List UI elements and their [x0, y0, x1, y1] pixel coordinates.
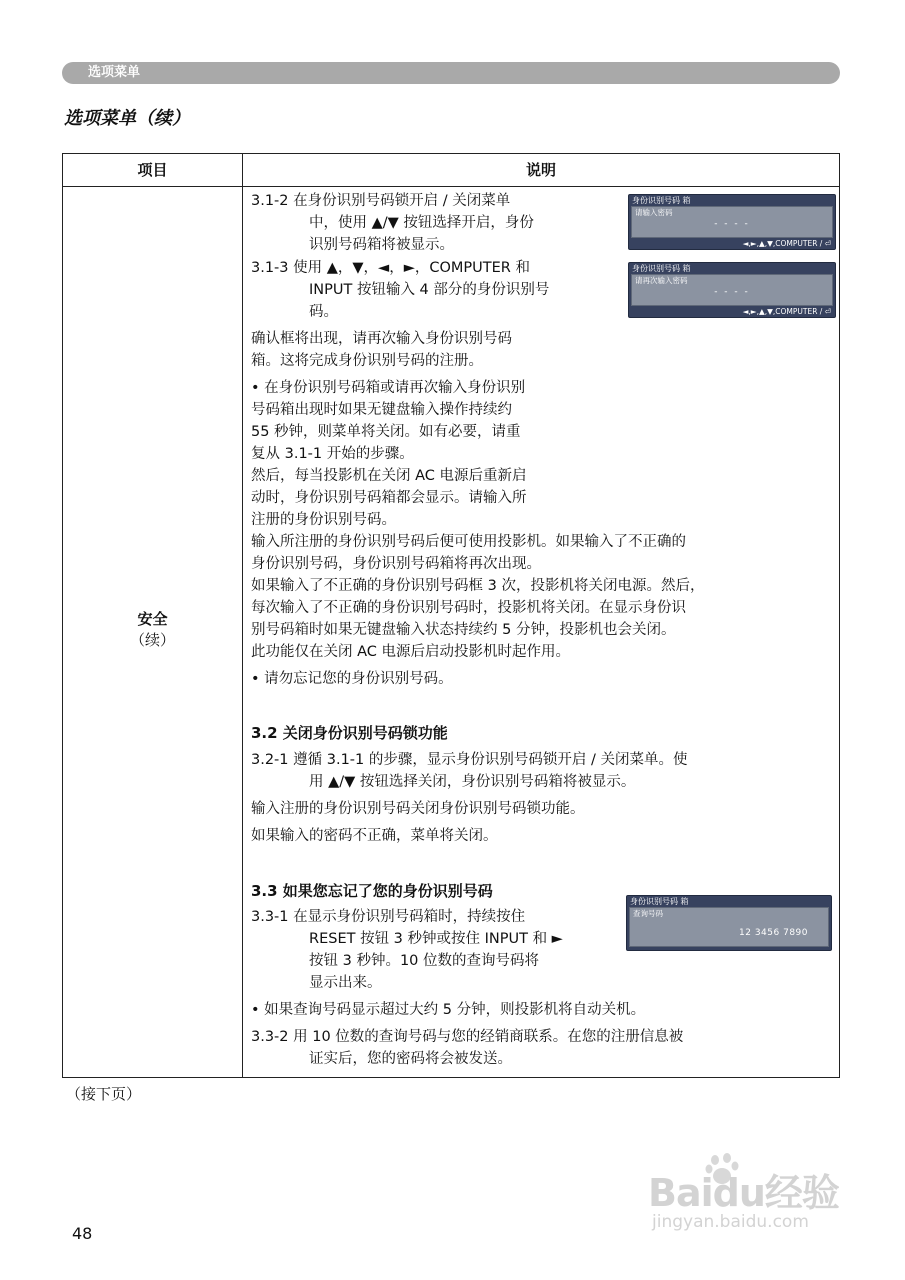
- watermark-url: jingyan.baidu.com: [652, 1212, 809, 1232]
- osd-prompt: 请输入密码: [635, 208, 673, 217]
- desc-line: 每次输入了不正确的身份识别号码时，投影机将关闭。在显示身份识: [251, 600, 686, 616]
- item-name: 安全: [137, 610, 168, 628]
- desc-line: RESET 按钮 3 秒钟或按住 INPUT 和 ►: [309, 931, 563, 947]
- desc-line: 码。: [309, 304, 338, 320]
- desc-line: 复从 3.1-1 开始的步骤。: [251, 446, 414, 462]
- desc-line: 3.1-3 使用 ▲，▼，◄，►，COMPUTER 和: [251, 260, 530, 276]
- subsection-heading-3-2: 3.2 关闭身份识别号码锁功能: [251, 724, 448, 742]
- osd-nav-hint: ◄,►,▲,▼,COMPUTER / ⏎: [742, 239, 831, 248]
- desc-line: 3.1-2 在身份识别号码锁开启 / 关闭菜单: [251, 193, 511, 209]
- osd-value: - - - -: [714, 287, 750, 297]
- osd-title: 身份识别号码 箱: [632, 196, 691, 205]
- desc-line: 号码箱出现时如果无键盘输入操作持续约: [251, 402, 512, 418]
- desc-line: 55 秒钟，则菜单将关闭。如有必要，请重: [251, 424, 521, 440]
- desc-line: 别号码箱时如果无键盘输入状态持续约 5 分钟，投影机也会关闭。: [251, 622, 676, 638]
- options-table: [62, 153, 840, 1078]
- inquiry-code-screen: [626, 895, 832, 951]
- desc-line: 然后，每当投影机在关闭 AC 电源后重新启: [251, 468, 527, 484]
- desc-line: 3.2-1 遵循 3.1-1 的步骤，显示身份识别号码锁开启 / 关闭菜单。使: [251, 752, 688, 768]
- desc-line: 用 ▲/▼ 按钮选择关闭，身份识别号码箱将被显示。: [309, 774, 636, 790]
- pin-code-reenter-screen: [628, 262, 836, 318]
- osd-body: [631, 206, 833, 238]
- osd-inquiry-code: 12 3456 7890: [739, 928, 808, 938]
- desc-line: 动时，身份识别号码箱都会显示。请输入所: [251, 490, 527, 506]
- osd-body: [631, 274, 833, 306]
- osd-title: 身份识别号码 箱: [632, 264, 691, 273]
- osd-nav-hint: ◄,►,▲,▼,COMPUTER / ⏎: [742, 307, 831, 316]
- desc-line: • 在身份识别号码箱或请再次输入身份识别: [251, 380, 526, 396]
- desc-line: 显示出来。: [309, 975, 382, 991]
- header-bar: [62, 62, 840, 84]
- continued-note: （接下页）: [66, 1085, 142, 1103]
- desc-line: 注册的身份识别号码。: [251, 512, 396, 528]
- desc-line: 3.3-2 用 10 位数的查询号码与您的经销商联系。在您的注册信息被: [251, 1029, 684, 1045]
- desc-line: 按钮 3 秒钟。10 位数的查询号码将: [309, 953, 540, 969]
- desc-line: 确认框将出现，请再次输入身份识别号码: [251, 331, 512, 347]
- desc-line: INPUT 按钮输入 4 部分的身份识别号: [309, 282, 550, 298]
- osd-body: [629, 907, 829, 947]
- desc-line: 识别号码箱将被显示。: [309, 237, 454, 253]
- subsection-heading-3-3: 3.3 如果您忘记了您的身份识别号码: [251, 882, 493, 900]
- desc-line: 输入所注册的身份识别号码后便可使用投影机。如果输入了不正确的: [251, 534, 686, 550]
- table-header: [63, 154, 839, 187]
- desc-line: 中，使用 ▲/▼ 按钮选择开启，身份: [309, 215, 534, 231]
- desc-line: 箱。这将完成身份识别号码的注册。: [251, 353, 483, 369]
- watermark-logo: Baidu经验: [648, 1171, 839, 1215]
- baidu-watermark: [648, 1150, 858, 1240]
- osd-value: - - - -: [714, 219, 750, 229]
- section-title: 选项菜单（续）: [64, 108, 190, 129]
- pin-code-box-screen: [628, 194, 836, 250]
- desc-line: • 请勿忘记您的身份识别号码。: [251, 671, 453, 687]
- column-header-description: 说明: [525, 161, 556, 179]
- desc-line: 证实后，您的密码将会被发送。: [309, 1051, 512, 1067]
- page-number: 48: [72, 1224, 93, 1243]
- desc-line: 此功能仅在关闭 AC 电源后启动投影机时起作用。: [251, 644, 571, 660]
- osd-prompt: 查询号码: [633, 909, 663, 918]
- item-note: （续）: [129, 631, 175, 649]
- desc-line: • 如果查询号码显示超过大约 5 分钟，则投影机将自动关机。: [251, 1002, 646, 1018]
- osd-prompt: 请再次输入密码: [635, 276, 688, 285]
- desc-line: 输入注册的身份识别号码关闭身份识别号码锁功能。: [251, 801, 585, 817]
- item-cell: [63, 609, 242, 651]
- osd-title: 身份识别号码 箱: [630, 897, 689, 906]
- column-header-item: 项目: [137, 161, 168, 179]
- column-divider: [242, 154, 243, 1077]
- header-bar-label: 选项菜单: [88, 65, 141, 80]
- desc-line: 如果输入了不正确的身份识别号码框 3 次，投影机将关闭电源。然后，: [251, 578, 705, 594]
- desc-line: 身份识别号码，身份识别号码箱将再次出现。: [251, 556, 541, 572]
- desc-line: 如果输入的密码不正确，菜单将关闭。: [251, 828, 498, 844]
- desc-line: 3.3-1 在显示身份识别号码箱时，持续按住: [251, 909, 526, 925]
